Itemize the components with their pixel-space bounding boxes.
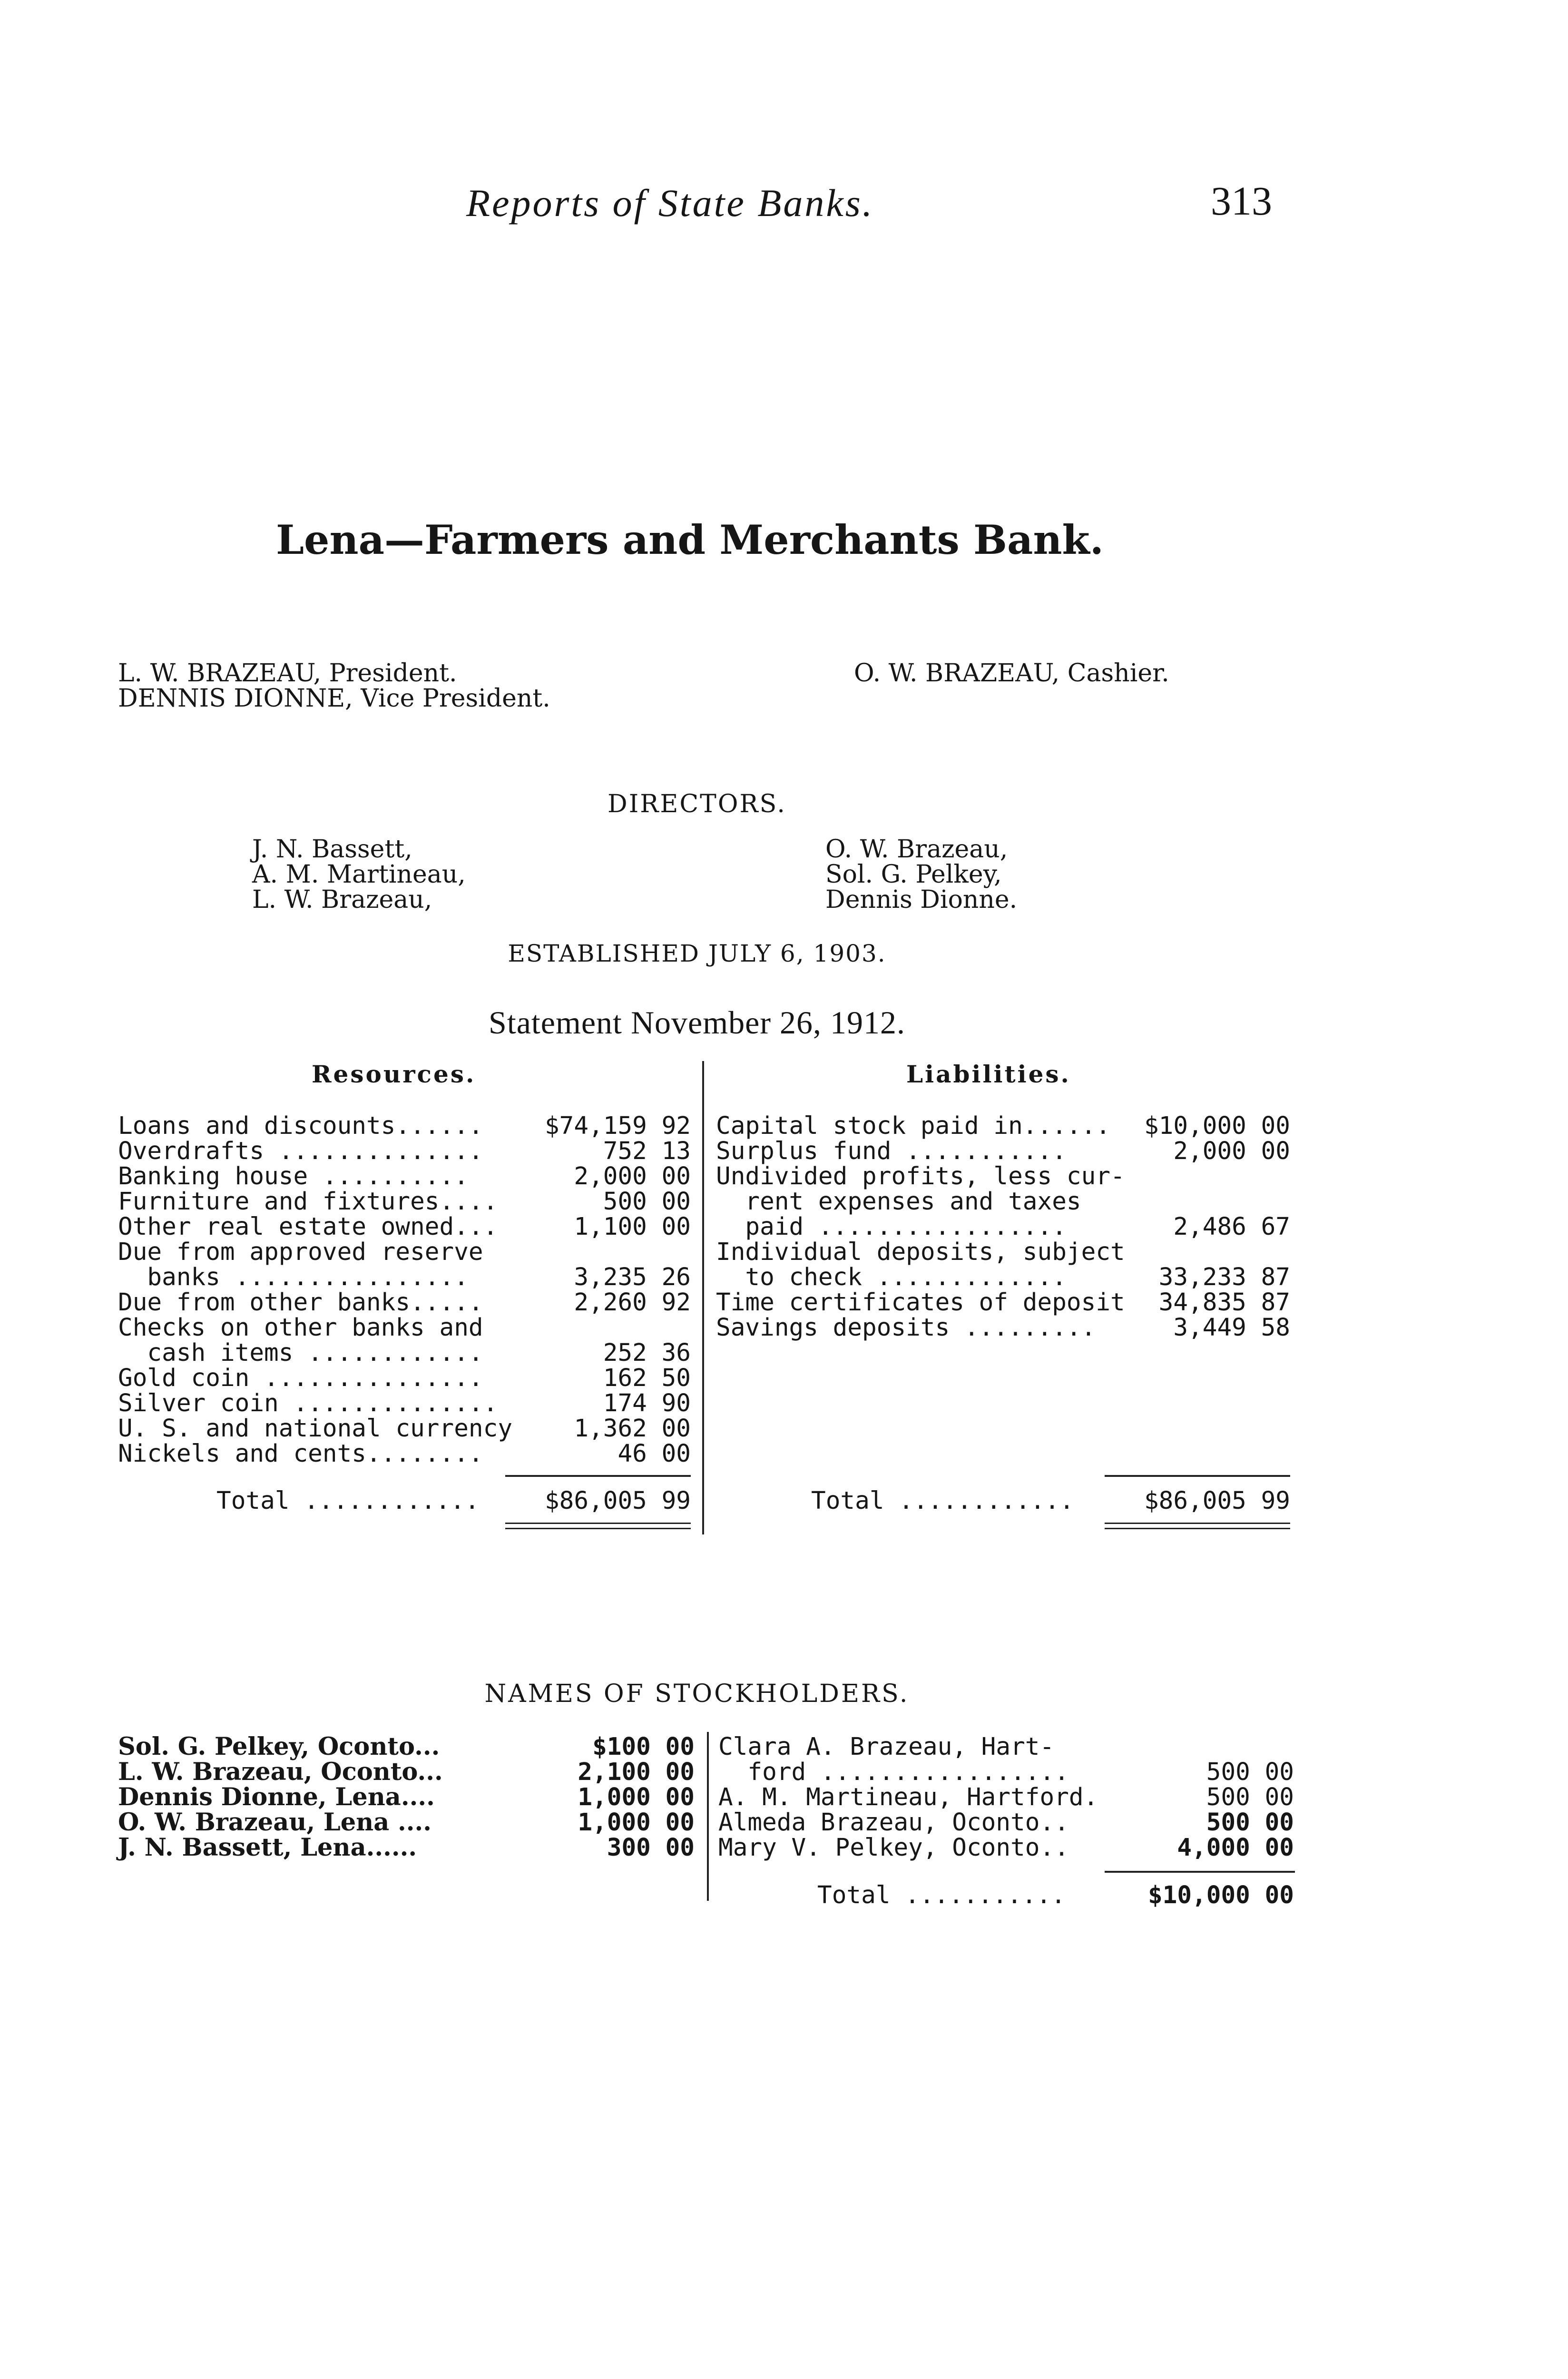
stockholder-amount: 500 00 bbox=[1206, 1809, 1294, 1837]
liability-label: Time certificates of deposit bbox=[716, 1288, 1125, 1317]
stockholder-name: Almeda Brazeau, Oconto.. bbox=[718, 1809, 1069, 1837]
resources-total-rule bbox=[505, 1475, 691, 1477]
liability-label: to check ............. bbox=[716, 1263, 1067, 1291]
liabilities-total-amount: $86,005 99 bbox=[1144, 1487, 1290, 1515]
resource-amount: 2,000 00 bbox=[574, 1162, 691, 1190]
liability-amount: 2,486 67 bbox=[1173, 1213, 1290, 1241]
resources-heading: Resources. bbox=[312, 1060, 476, 1088]
bank-title: Lena—Farmers and Merchants Bank. bbox=[275, 516, 1104, 563]
stockholder-amount: 500 00 bbox=[1206, 1783, 1294, 1811]
director-left-2: A. M. Martineau, bbox=[252, 860, 466, 889]
officer-vice-president: DENNIS DIONNE, Vice President. bbox=[118, 684, 550, 713]
stockholder-amount: 500 00 bbox=[1206, 1758, 1294, 1786]
stockholder-name: ford ................. bbox=[718, 1758, 1069, 1786]
statement-divider bbox=[702, 1061, 704, 1534]
resource-amount: 2,260 92 bbox=[574, 1288, 691, 1317]
resource-amount: 3,235 26 bbox=[574, 1263, 691, 1291]
stockholders-divider bbox=[707, 1732, 709, 1901]
stockholder-name: Clara A. Brazeau, Hart- bbox=[718, 1733, 1055, 1761]
liability-label: rent expenses and taxes bbox=[716, 1188, 1081, 1216]
resource-amount: 252 36 bbox=[603, 1339, 691, 1367]
liabilities-double-rule bbox=[1105, 1523, 1290, 1529]
director-left-1: J. N. Bassett, bbox=[252, 835, 412, 864]
liabilities-total-rule bbox=[1105, 1475, 1290, 1477]
running-header-title: Reports of State Banks. bbox=[466, 181, 874, 225]
resource-amount: $74,159 92 bbox=[544, 1112, 691, 1140]
director-right-2: Sol. G. Pelkey, bbox=[825, 860, 1002, 889]
statement-title: Statement November 26, 1912. bbox=[489, 1004, 905, 1041]
director-right-1: O. W. Brazeau, bbox=[825, 835, 1008, 864]
director-right-3: Dennis Dionne. bbox=[825, 885, 1018, 914]
resource-label: Other real estate owned... bbox=[118, 1213, 498, 1241]
resource-label: Loans and discounts...... bbox=[118, 1112, 483, 1140]
stockholder-name: Mary V. Pelkey, Oconto.. bbox=[718, 1834, 1069, 1862]
resource-amount: 1,100 00 bbox=[574, 1213, 691, 1241]
resource-label: Furniture and fixtures.... bbox=[118, 1188, 498, 1216]
resource-amount: 500 00 bbox=[603, 1188, 691, 1216]
resource-label: Gold coin ............... bbox=[118, 1364, 483, 1392]
stockholder-name: L. W. Brazeau, Oconto... bbox=[118, 1758, 443, 1786]
resources-total-amount: $86,005 99 bbox=[544, 1487, 691, 1515]
stockholders-total-label: Total ........... bbox=[817, 1881, 1066, 1909]
resource-label: Due from other banks..... bbox=[118, 1288, 483, 1317]
resource-label: cash items ............ bbox=[118, 1339, 483, 1367]
resource-label: Checks on other banks and bbox=[118, 1314, 483, 1342]
resource-label: Nickels and cents........ bbox=[118, 1440, 483, 1468]
established-date: ESTABLISHED JULY 6, 1903. bbox=[508, 940, 886, 967]
resource-label: Due from approved reserve bbox=[118, 1238, 483, 1266]
stockholder-name: Sol. G. Pelkey, Oconto... bbox=[118, 1732, 440, 1761]
officer-cashier: O. W. BRAZEAU, Cashier. bbox=[854, 659, 1169, 688]
resources-total-label: Total ............ bbox=[216, 1487, 480, 1515]
stockholder-amount: 2,100 00 bbox=[578, 1758, 695, 1786]
resources-double-rule bbox=[505, 1523, 691, 1529]
resource-amount: 46 00 bbox=[617, 1440, 691, 1468]
liability-label: Surplus fund ........... bbox=[716, 1137, 1067, 1165]
resource-label: U. S. and national currency bbox=[118, 1415, 513, 1443]
liability-amount: 33,233 87 bbox=[1158, 1263, 1290, 1291]
resource-amount: 1,362 00 bbox=[574, 1415, 691, 1443]
liability-amount: 2,000 00 bbox=[1173, 1137, 1290, 1165]
resource-amount: 162 50 bbox=[603, 1364, 691, 1392]
resource-label: Silver coin .............. bbox=[118, 1389, 498, 1417]
stockholder-amount: 300 00 bbox=[607, 1834, 695, 1862]
director-left-3: L. W. Brazeau, bbox=[252, 885, 432, 914]
stockholder-amount: 1,000 00 bbox=[578, 1809, 695, 1837]
stockholder-amount: $100 00 bbox=[592, 1733, 695, 1761]
officer-president: L. W. BRAZEAU, President. bbox=[118, 659, 457, 688]
stockholders-total-amount: $10,000 00 bbox=[1147, 1881, 1294, 1909]
liabilities-heading: Liabilities. bbox=[906, 1060, 1071, 1088]
stockholder-name: O. W. Brazeau, Lena .... bbox=[118, 1808, 432, 1837]
liability-label: Capital stock paid in...... bbox=[716, 1112, 1111, 1140]
liability-amount: $10,000 00 bbox=[1144, 1112, 1290, 1140]
liability-amount: 3,449 58 bbox=[1173, 1314, 1290, 1342]
stockholder-amount: 4,000 00 bbox=[1177, 1834, 1294, 1862]
stockholders-heading: NAMES OF STOCKHOLDERS. bbox=[484, 1680, 910, 1708]
liability-label: Individual deposits, subject bbox=[716, 1238, 1125, 1266]
liability-label: Undivided profits, less cur- bbox=[716, 1162, 1125, 1190]
stockholder-name: A. M. Martineau, Hartford. bbox=[718, 1783, 1098, 1811]
resource-label: Overdrafts .............. bbox=[118, 1137, 483, 1165]
directors-heading: DIRECTORS. bbox=[608, 790, 786, 818]
liability-label: paid ................. bbox=[716, 1213, 1067, 1241]
stockholder-amount: 1,000 00 bbox=[578, 1783, 695, 1811]
resource-label: Banking house .......... bbox=[118, 1162, 469, 1190]
stockholder-name: J. N. Bassett, Lena...... bbox=[118, 1833, 417, 1862]
liability-amount: 34,835 87 bbox=[1158, 1288, 1290, 1317]
page-number: 313 bbox=[1211, 178, 1272, 224]
liability-label: Savings deposits ......... bbox=[716, 1314, 1096, 1342]
resource-amount: 174 90 bbox=[603, 1389, 691, 1417]
resource-label: banks ................ bbox=[118, 1263, 469, 1291]
liabilities-total-label: Total ............ bbox=[811, 1487, 1074, 1515]
stockholder-name: Dennis Dionne, Lena.... bbox=[118, 1783, 435, 1811]
resource-amount: 752 13 bbox=[603, 1137, 691, 1165]
stockholders-total-rule bbox=[1105, 1871, 1295, 1873]
